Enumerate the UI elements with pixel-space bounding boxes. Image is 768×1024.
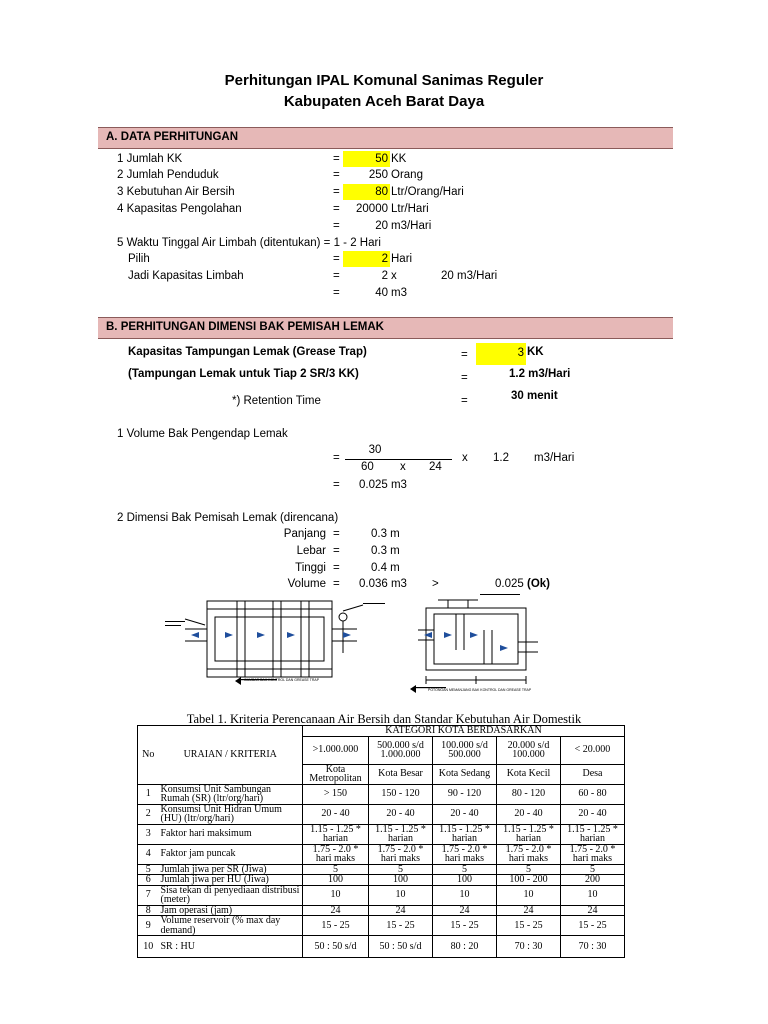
table-row [138, 875, 625, 886]
table-row [138, 936, 625, 958]
value-kapasitas-limbah: 40 [375, 287, 388, 299]
unit-m3-hari: m3/Hari [534, 452, 575, 464]
row-cell: 70 : 30 [497, 936, 561, 958]
eq-sign: = [461, 372, 468, 384]
value-kapasitas-m3: 20 [375, 220, 388, 232]
table-title: Tabel 1. Kriteria Perencanaan Air Bersih dan Standar Kebutuhan Air Domestik [186, 712, 582, 726]
row-no: 9 [138, 916, 159, 936]
row-cell: 24 [369, 905, 433, 916]
eq-sign: = [333, 452, 340, 464]
eq-sign: = [333, 562, 340, 574]
right-drawing-caption: POTONGAN MEMANJANG BAK KONTROL DAN GREASE TRAP [428, 688, 532, 692]
eq-sign: = [333, 203, 340, 215]
row-cell: 15 - 25 [369, 916, 433, 936]
row-cell: 1.15 - 1.25 * harian [497, 824, 561, 844]
row-cell: 20 - 40 [497, 804, 561, 824]
row-cell: 15 - 25 [561, 916, 625, 936]
kota-header: Kota Besar [369, 764, 433, 784]
label-panjang: Panjang [283, 528, 326, 540]
row-no: 3 [138, 824, 159, 844]
value-grease-kk[interactable]: 3 [517, 347, 524, 359]
eq-sign: = [333, 169, 340, 181]
value-jumlah-kk[interactable]: 50 [375, 153, 388, 165]
section-b-header [98, 317, 673, 339]
fraction-den-a: 60 [361, 461, 374, 473]
pop-header: >1.000.000 [303, 736, 369, 764]
col-header-kategori: KATEGORI KOTA BERDASARKAN [303, 726, 625, 737]
row-no: 6 [138, 875, 159, 886]
eq-sign: = [333, 479, 340, 491]
row-cell: 20 - 40 [561, 804, 625, 824]
row-cell: 1.75 - 2.0 * hari maks [497, 844, 561, 864]
table-row [138, 905, 625, 916]
eq-sign: = [333, 253, 340, 265]
value-tampungan: 1.2 m3/Hari [509, 368, 571, 380]
table-row [138, 784, 625, 804]
unit-hari: Hari [391, 253, 413, 265]
eq-sign: = [333, 186, 340, 198]
row-no: 1 [138, 784, 159, 804]
row-cell: 1.15 - 1.25 * harian [369, 824, 433, 844]
row-cell: 10 [303, 885, 369, 905]
row-cell: 1.75 - 2.0 * hari maks [369, 844, 433, 864]
grease-trap-plan-drawing [145, 597, 385, 689]
label-lebar: Lebar [296, 545, 326, 557]
value-jumlah-penduduk: 250 [368, 169, 388, 181]
fraction-den-x: x [400, 461, 406, 473]
table-row [138, 864, 625, 875]
grease-trap-section-drawing [398, 590, 548, 694]
pop-header: 500.000 s/d 1.000.000 [369, 736, 433, 764]
value-panjang: 0.3 m [371, 528, 400, 540]
criteria-table [137, 725, 625, 958]
value-jadi-hari: 2 [381, 270, 388, 282]
label-waktu-tinggal: 5 Waktu Tinggal Air Limbah (ditentukan) = 1 - 2 Hari [117, 237, 381, 249]
table-row [138, 844, 625, 864]
row-no: 4 [138, 844, 159, 864]
eq-sign: = [333, 545, 340, 557]
eq-sign: = [333, 528, 340, 540]
unit-orang: Orang [391, 169, 423, 181]
row-cell: 20 - 40 [433, 804, 497, 824]
value-volume: 0.036 m3 [359, 578, 407, 590]
row-cell: 5 [561, 864, 625, 875]
value-lebar: 0.3 m [371, 545, 400, 557]
row-uraian: Jumlah jiwa per SR (Jiwa) [159, 864, 303, 875]
col-header-uraian: URAIAN / KRITERIA [159, 726, 303, 785]
row-uraian: Faktor jam puncak [159, 844, 303, 864]
eq-sign: = [333, 287, 340, 299]
times-sign: x [462, 452, 468, 464]
label-kapasitas-grease: Kapasitas Tampungan Lemak (Grease Trap) [128, 346, 367, 358]
label-jadi-kapasitas: Jadi Kapasitas Limbah [128, 270, 244, 282]
row-cell: 10 [497, 885, 561, 905]
label-jumlah-kk: 1 Jumlah KK [117, 153, 183, 165]
pop-header: 100.000 s/d 500.000 [433, 736, 497, 764]
kota-header: Kota Sedang [433, 764, 497, 784]
value-retention: 30 menit [511, 390, 558, 402]
label-volume-bak: 1 Volume Bak Pengendap Lemak [117, 428, 288, 440]
row-uraian: Jam operasi (jam) [159, 905, 303, 916]
kota-header: Kota Kecil [497, 764, 561, 784]
row-cell: 15 - 25 [303, 916, 369, 936]
label-dimensi: 2 Dimensi Bak Pemisah Lemak (direncana) [117, 512, 339, 524]
row-cell: 24 [561, 905, 625, 916]
row-cell: 1.75 - 2.0 * hari maks [433, 844, 497, 864]
row-cell: 50 : 50 s/d [303, 936, 369, 958]
kota-header: Desa [561, 764, 625, 784]
row-cell: 100 [303, 875, 369, 886]
kota-header: Kota Metropolitan [303, 764, 369, 784]
fraction-den-b: 24 [429, 461, 442, 473]
row-cell: 1.15 - 1.25 * harian [303, 824, 369, 844]
row-no: 7 [138, 885, 159, 905]
row-cell: 15 - 25 [497, 916, 561, 936]
row-uraian: Konsumsi Unit Hidran Umum (HU) (ltr/org/hari) [159, 804, 303, 824]
row-uraian: Konsumsi Unit Sambungan Rumah (SR) (ltr/org/hari) [159, 784, 303, 804]
value-pilih-hari[interactable]: 2 [381, 253, 388, 265]
value-jadi-m3-hari: 20 m3/Hari [441, 270, 498, 282]
unit-m3: m3 [391, 287, 407, 299]
unit-ltr-orang-hari: Ltr/Orang/Hari [391, 186, 464, 198]
gt-sign: > [432, 578, 439, 590]
table-row [138, 916, 625, 936]
row-cell: 1.75 - 2.0 * hari maks [303, 844, 369, 864]
row-cell: 60 - 80 [561, 784, 625, 804]
row-cell: 1.15 - 1.25 * harian [561, 824, 625, 844]
row-cell: 24 [433, 905, 497, 916]
label-tinggi: Tinggi [295, 562, 326, 574]
unit-grease-kk: KK [527, 346, 544, 358]
row-cell: 100 [433, 875, 497, 886]
unit-m3-hari: m3/Hari [391, 220, 432, 232]
page-title: Perhitungan IPAL Komunal Sanimas Reguler [224, 72, 544, 89]
row-no: 10 [138, 936, 159, 958]
row-cell: 5 [433, 864, 497, 875]
row-uraian: Volume reservoir (% max day demand) [159, 916, 303, 936]
row-uraian: Sisa tekan di penyediaan distribusi (meter) [159, 885, 303, 905]
label-jumlah-penduduk: 2 Jumlah Penduduk [117, 169, 219, 181]
row-cell: 20 - 40 [369, 804, 433, 824]
table-row [138, 824, 625, 844]
eq-sign: = [333, 153, 340, 165]
row-cell: 50 : 50 s/d [369, 936, 433, 958]
row-cell: 10 [433, 885, 497, 905]
value-tinggi: 0.4 m [371, 562, 400, 574]
col-header-no: No [138, 726, 159, 785]
fraction-line [345, 459, 452, 460]
label-pilih: Pilih [128, 253, 150, 265]
row-cell: 70 : 30 [561, 936, 625, 958]
row-cell: 90 - 120 [433, 784, 497, 804]
row-uraian: Jumlah jiwa per HU (Jiwa) [159, 875, 303, 886]
row-no: 8 [138, 905, 159, 916]
row-cell: 150 - 120 [369, 784, 433, 804]
label-kebutuhan-air: 3 Kebutuhan Air Bersih [117, 186, 235, 198]
row-cell: 1.15 - 1.25 * harian [433, 824, 497, 844]
page-subtitle: Kabupaten Aceh Barat Daya [283, 93, 485, 110]
eq-sign: = [461, 349, 468, 361]
section-b-title: B. PERHITUNGAN DIMENSI BAK PEMISAH LEMAK [106, 321, 384, 333]
value-kapasitas-pengolahan: 20000 [356, 203, 388, 215]
row-cell: 10 [561, 885, 625, 905]
row-no: 5 [138, 864, 159, 875]
row-cell: 80 - 120 [497, 784, 561, 804]
row-cell: 5 [497, 864, 561, 875]
left-drawing-caption: GAMBAR BAK KONTROL DAN GREASE TRAP [244, 678, 320, 682]
row-cell: 100 [369, 875, 433, 886]
value-kebutuhan-air[interactable]: 80 [375, 186, 388, 198]
row-cell: > 150 [303, 784, 369, 804]
fraction-numerator: 30 [368, 444, 382, 456]
times-sign: x [391, 270, 397, 282]
ok-status: (Ok) [527, 578, 550, 590]
eq-sign: = [333, 220, 340, 232]
label-volume: Volume [287, 578, 326, 590]
value-factor: 1.2 [493, 452, 509, 464]
row-cell: 24 [303, 905, 369, 916]
row-cell: 5 [369, 864, 433, 875]
row-cell: 200 [561, 875, 625, 886]
row-cell: 24 [497, 905, 561, 916]
pop-header: < 20.000 [561, 736, 625, 764]
row-cell: 100 - 200 [497, 875, 561, 886]
row-cell: 15 - 25 [433, 916, 497, 936]
row-cell: 1.75 - 2.0 * hari maks [561, 844, 625, 864]
label-retention-time: *) Retention Time [232, 395, 321, 407]
table-row [138, 885, 625, 905]
row-cell: 10 [369, 885, 433, 905]
row-uraian: Faktor hari maksimum [159, 824, 303, 844]
row-no: 2 [138, 804, 159, 824]
label-kapasitas-pengolahan: 4 Kapasitas Pengolahan [117, 203, 242, 215]
pop-header: 20.000 s/d 100.000 [497, 736, 561, 764]
value-compare: 0.025 [495, 578, 524, 590]
eq-sign: = [333, 270, 340, 282]
section-a-title: A. DATA PERHITUNGAN [106, 131, 239, 143]
value-volume-result: 0.025 m3 [359, 479, 407, 491]
eq-sign: = [333, 578, 340, 590]
row-cell: 20 - 40 [303, 804, 369, 824]
unit-ltr-hari: Ltr/Hari [391, 203, 429, 215]
row-cell: 80 : 20 [433, 936, 497, 958]
row-uraian: SR : HU [159, 936, 303, 958]
unit-kk: KK [391, 153, 407, 165]
row-cell: 5 [303, 864, 369, 875]
table-row [138, 804, 625, 824]
eq-sign: = [461, 395, 468, 407]
label-tampungan-lemak: (Tampungan Lemak untuk Tiap 2 SR/3 KK) [128, 368, 359, 380]
section-a-header [98, 127, 673, 149]
